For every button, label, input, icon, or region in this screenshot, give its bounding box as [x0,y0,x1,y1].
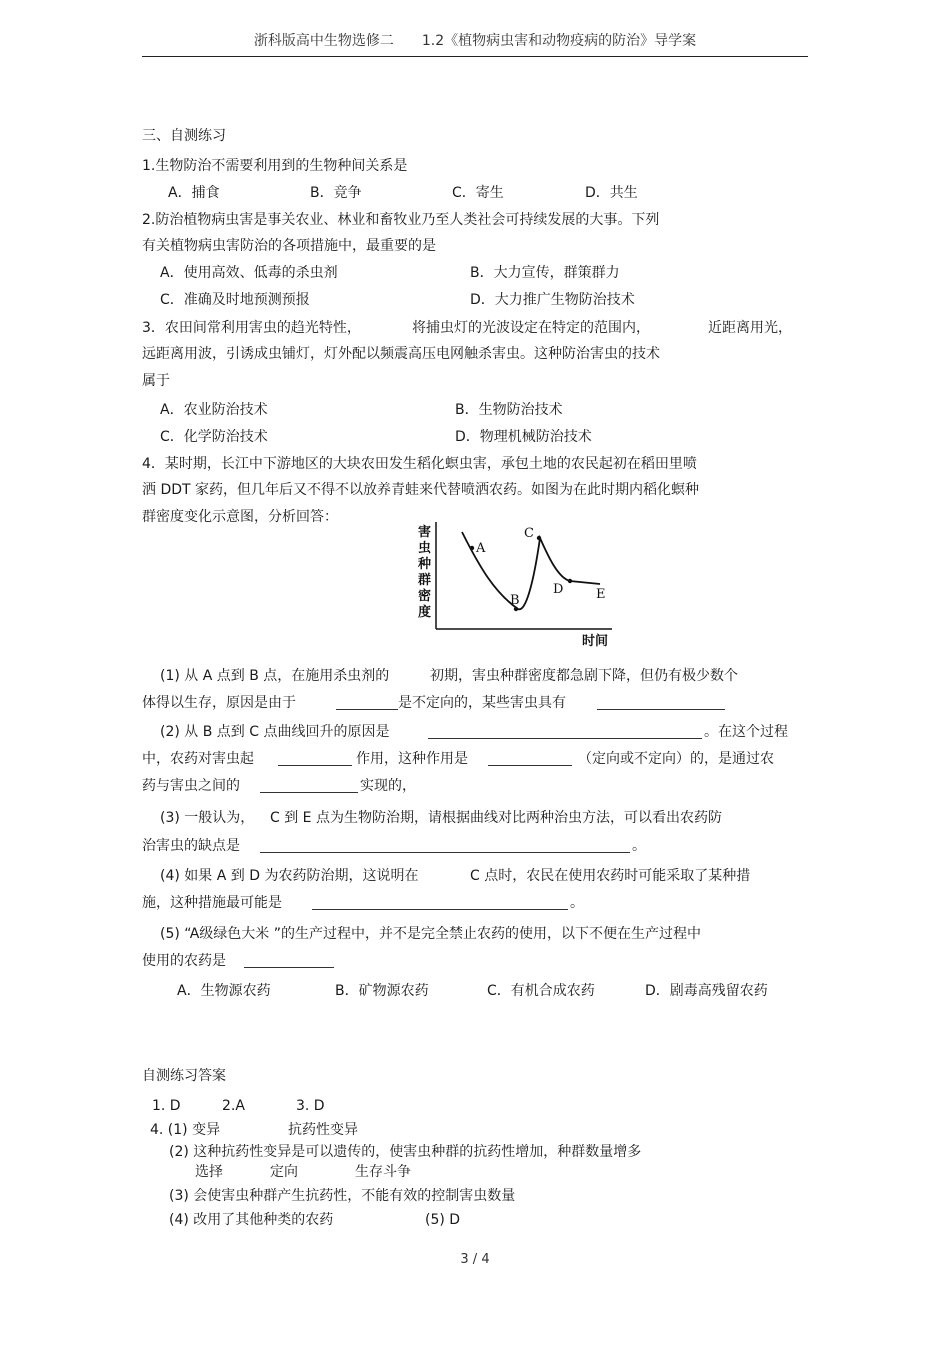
q4-p4-period: 。 [570,895,584,911]
q4-p5-option-c: C．有机合成农药 [487,983,595,999]
answer-q2: 2.A [222,1098,245,1114]
q1-stem: 1.生物防治不需要利用到的生物种间关系是 [142,158,408,174]
graph-label-e: E [596,587,606,602]
answer-blank[interactable] [336,695,398,715]
q4-p2-line1a: (2) 从 B 点到 C 点曲线回升的原因是 [160,724,390,740]
q4-p1-line2b: 是不定向的，某些害虫具有 [398,695,566,711]
section-title: 三、自测练习 [142,128,226,144]
q4-p5-option-b: B．矿物源农药 [335,983,429,999]
graph-xlabel: 时间 [582,634,609,649]
q4-stem-line1: 4．某时期，长江中下游地区的大块农田发生稻化螟虫害，承包土地的农民起初在稻田里喷 [142,456,697,472]
q4-p3-line1b: C 到 E 点为生物防治期，请根据曲线对比两种治虫方法，可以看出农药防 [270,810,722,826]
q4-p5-option-d: D．剧毒高残留农药 [645,983,768,999]
answer-blank[interactable] [428,724,702,744]
q4-p3-line2a: 治害虫的缺点是 [142,838,240,854]
graph-ylabel-char: 群 [418,573,432,588]
q4-p5-line1: (5) “A级绿色大米 ”的生产过程中，并不是完全禁止农药的使用，以下不便在生产过程中 [160,926,702,942]
graph-label-c: C [524,526,534,541]
answer-blank[interactable] [488,751,572,771]
q4-p1-line2a: 体得以生存，原因是由于 [142,695,296,711]
q4-p4-line1a: (4) 如果 A 到 D 为农药防治期，这说明在 [160,868,419,884]
q4-p2-line1b: 。在这个过程 [704,724,788,740]
q4-p3-line1a: (3) 一般认为， [160,810,255,826]
graph-ylabel-char: 害 [418,525,432,540]
answer-blank[interactable] [244,953,334,973]
q4-p1-line1b: 初期，害虫种群密度都急剧下降，但仍有极少数个 [430,668,738,684]
answer-q4-3: (3) 会使害虫种群产生抗药性，不能有效的控制害虫数量 [169,1188,516,1204]
answers-title: 自测练习答案 [142,1068,226,1084]
q1-option-a: A．捕食 [168,185,220,201]
graph-ylabel-char: 度 [418,605,432,620]
q4-p4-line1b: C 点时，农民在使用农药时可能采取了某种措 [470,868,751,884]
q3-stem-line1a: 3．农田间常利用害虫的趋光特性， [142,320,361,336]
q3-option-d: D．物理机械防治技术 [455,429,592,445]
graph-ylabel-char: 虫 [418,541,432,556]
q4-stem-line2: 洒 DDT 家药，但几年后又不得不以放养青蛙来代替喷洒农药。如图为在此时期内稻化螟种 [142,482,700,498]
q3-stem-line1b: 将捕虫灯的光波设定在特定的范围内， [412,320,650,336]
q2-stem-line1: 2.防治植物病虫害是事关农业、林业和畜牧业乃至人类社会可持续发展的大事。下列 [142,212,660,228]
q2-option-a: A．使用高效、低毒的杀虫剂 [160,265,338,281]
answer-blank[interactable] [597,695,725,715]
answer-q3: 3. D [296,1098,325,1114]
page-number: 3 / 4 [460,1252,490,1267]
q2-option-c: C．准确及时地预测预报 [160,292,310,308]
graph-point-c [537,536,541,540]
answer-q1: 1. D [152,1098,181,1114]
q4-p5-line2: 使用的农药是 [142,953,226,969]
graph-ylabel-char: 种 [418,557,432,572]
answer-blank[interactable] [260,778,358,798]
page-header: 浙科版高中生物选修二 1.2《植物病虫害和动物疫病的防治》导学案 [253,33,697,49]
q1-option-b: B．竞争 [310,185,362,201]
answer-q4-2-word: 生存斗争 [355,1164,411,1180]
q4-p2-line2c: （定向或不定向）的，是通过农 [578,751,774,767]
q4-p3-period: 。 [632,838,646,854]
q4-p2-line3b: 实现的， [360,778,416,794]
q3-stem-line3: 属于 [142,373,170,389]
q3-option-a: A．农业防治技术 [160,402,268,418]
answer-blank[interactable] [278,751,352,771]
q3-stem-line1c: 近距离用光， [708,320,792,336]
graph-label-d: D [553,582,564,597]
graph-point-a [470,546,474,550]
q1-option-d: D．共生 [585,185,638,201]
answer-blank[interactable] [260,838,630,858]
graph-point-d [568,579,572,583]
q4-p1-line1a: (1) 从 A 点到 B 点，在施用杀虫剂的 [160,668,390,684]
q4-p2-line2b: 作用，这种作用是 [356,751,468,767]
answer-q4-1a: 4. (1) 变异 [150,1122,221,1138]
q4-p4-line2a: 施，这种措施最可能是 [142,895,282,911]
answer-q4-2: (2) 这种抗药性变异是可以遗传的，使害虫种群的抗药性增加，种群数量增多 [169,1144,642,1160]
answer-q4-4: (4) 改用了其他种类的农药 [169,1212,334,1228]
q3-option-b: B．生物防治技术 [455,402,563,418]
graph-label-b: B [510,593,520,608]
q2-stem-line2: 有关植物病虫害防治的各项措施中，最重要的是 [142,238,436,254]
q4-stem-line3: 群密度变化示意图，分析回答： [142,509,338,525]
answer-q4-5: (5) D [425,1212,461,1228]
answer-q4-1b: 抗药性变异 [288,1122,358,1138]
header-rule [142,56,808,57]
q4-p2-line3a: 药与害虫之间的 [142,778,240,794]
answer-blank[interactable] [312,895,568,915]
q2-option-b: B．大力宣传，群策群力 [470,265,620,281]
q4-p5-option-a: A．生物源农药 [177,983,271,999]
answer-q4-2-word: 选择 [195,1164,223,1180]
q4-p2-line2a: 中，农药对害虫起 [142,751,254,767]
q1-option-c: C．寄生 [452,185,504,201]
graph-ylabel-char: 密 [418,589,432,604]
q2-option-d: D．大力推广生物防治技术 [470,292,635,308]
population-density-graph [410,518,620,650]
graph-label-a: A [476,541,486,556]
q3-option-c: C．化学防治技术 [160,429,268,445]
q3-stem-line2: 远距离用波，引诱成虫铺灯，灯外配以频震高压电网触杀害虫。这种防治害虫的技术 [142,346,660,362]
answer-q4-2-word: 定向 [270,1164,298,1180]
